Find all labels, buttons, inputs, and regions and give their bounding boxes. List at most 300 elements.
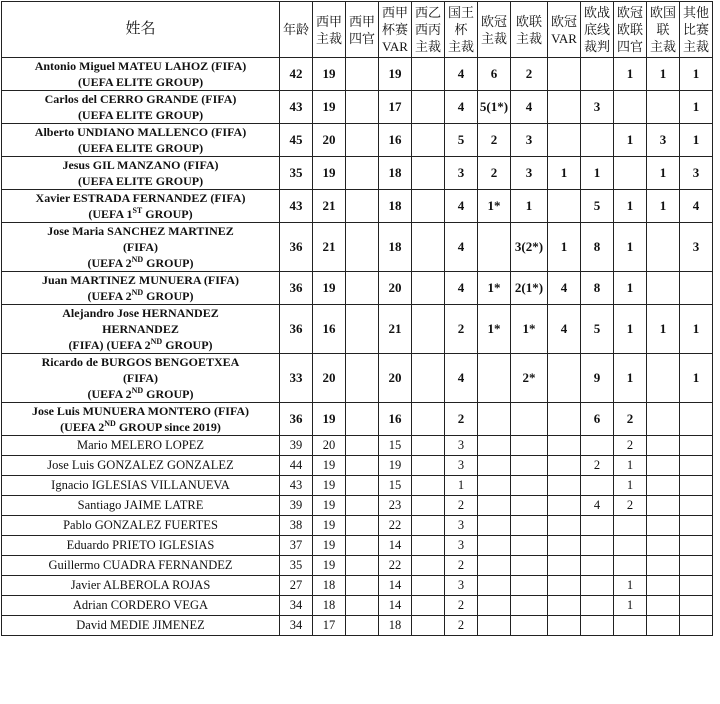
cell-seg-b [412,190,445,223]
header-line: 杯赛 [381,22,408,37]
cell-other-ref [680,456,713,476]
referee-name-cell [2,58,280,91]
cell-ucl-uel-4th: 1 [614,596,647,616]
cell-ucl-var [548,516,581,536]
cell-laliga-4th [346,91,379,124]
referee-name-cell [2,223,280,272]
cell-ucl-var: 4 [548,272,581,305]
cell-nations-ref [647,476,680,496]
cell-ucl-ref [478,436,511,456]
referee-name-cell [2,616,280,636]
cell-nations-ref: 1 [647,305,680,354]
cell-laliga-cup-var: 19 [379,456,412,476]
cell-kings-cup: 4 [445,58,478,91]
cell-seg-b [412,305,445,354]
cell-laliga-4th [346,536,379,556]
referee-name-cell [2,305,280,354]
cell-laliga-ref: 16 [313,305,346,354]
cell-ucl-var: 1 [548,157,581,190]
referee-name-cell [2,536,280,556]
cell-seg-b [412,616,445,636]
cell-ucl-uel-4th: 1 [614,223,647,272]
table-row [2,403,713,436]
table-row [2,516,713,536]
referee-name-line: Ignacio IGLESIAS VILLANUEVA [51,478,230,492]
cell-kings-cup: 2 [445,305,478,354]
cell-kings-cup: 5 [445,124,478,157]
cell-nations-ref [647,436,680,456]
cell-other-ref [680,556,713,576]
table-row [2,124,713,157]
cell-age: 43 [280,476,313,496]
column-header-ucl-uel-4th [614,2,647,58]
cell-laliga-cup-var: 18 [379,157,412,190]
cell-uel-ref [511,556,548,576]
table-row [2,436,713,456]
referee-name-line: Xavier ESTRADA FERNANDEZ (FIFA) [35,191,246,205]
referee-name-line: Eduardo PRIETO IGLESIAS [66,538,215,552]
referee-name-line: (UEFA 2ND GROUP since 2019) [60,419,221,434]
referee-name-line: (FIFA) [122,371,159,385]
referee-name-cell [2,456,280,476]
cell-laliga-cup-var: 19 [379,58,412,91]
referee-name-line: (UEFA ELITE GROUP) [77,108,204,122]
cell-other-ref [680,516,713,536]
table-row [2,223,713,272]
cell-ucl-ref [478,354,511,403]
referee-name-line: Jose Luis GONZALEZ GONZALEZ [47,458,234,472]
cell-ucl-var [548,496,581,516]
cell-uel-ref [511,596,548,616]
cell-ucl-uel-4th: 2 [614,436,647,456]
cell-ucl-ref [478,476,511,496]
cell-seg-b [412,91,445,124]
table-row [2,58,713,91]
cell-laliga-cup-var: 16 [379,403,412,436]
cell-euro-goalline [581,596,614,616]
referee-name-line: Antonio Miguel MATEU LAHOZ (FIFA) [34,59,247,73]
referee-name-line: Guillermo CUADRA FERNANDEZ [48,558,233,572]
cell-uel-ref [511,516,548,536]
cell-laliga-ref: 19 [313,91,346,124]
header-line: 主裁 [414,39,441,54]
referee-name-cell [2,272,280,305]
cell-euro-goalline: 5 [581,190,614,223]
cell-age: 34 [280,596,313,616]
cell-laliga-4th [346,223,379,272]
cell-uel-ref [511,616,548,636]
cell-ucl-var [548,476,581,496]
header-line: 西乙 [414,5,441,20]
cell-ucl-var [548,576,581,596]
referee-name-line: Carlos del CERRO GRANDE (FIFA) [44,92,237,106]
cell-ucl-ref: 2 [478,124,511,157]
cell-ucl-ref [478,496,511,516]
cell-ucl-uel-4th [614,616,647,636]
cell-ucl-uel-4th: 1 [614,456,647,476]
cell-other-ref [680,496,713,516]
referee-name-cell [2,124,280,157]
referee-name-line: (UEFA 2ND GROUP) [87,255,194,270]
cell-laliga-ref: 20 [313,124,346,157]
table-row [2,456,713,476]
cell-laliga-cup-var: 14 [379,536,412,556]
cell-ucl-uel-4th: 1 [614,476,647,496]
cell-kings-cup: 4 [445,91,478,124]
cell-euro-goalline: 6 [581,403,614,436]
referee-name-line: Jose Luis MUNUERA MONTERO (FIFA) [31,404,250,418]
cell-other-ref: 3 [680,157,713,190]
table-row [2,596,713,616]
referee-name-line: (UEFA 1ST GROUP) [88,206,193,221]
referee-name-line: Alberto UNDIANO MALLENCO (FIFA) [34,125,247,139]
cell-uel-ref: 3 [511,124,548,157]
header-line: 主裁 [447,39,474,54]
cell-laliga-ref: 19 [313,556,346,576]
header-line: 底线 [583,22,610,37]
cell-laliga-ref: 19 [313,456,346,476]
cell-laliga-ref: 21 [313,223,346,272]
cell-ucl-ref: 2 [478,157,511,190]
cell-ucl-ref [478,516,511,536]
cell-uel-ref: 2* [511,354,548,403]
cell-laliga-cup-var: 14 [379,596,412,616]
header-line: 欧冠 [616,5,643,20]
cell-euro-goalline [581,616,614,636]
cell-seg-b [412,157,445,190]
cell-laliga-ref: 21 [313,190,346,223]
referee-name-line: Alejandro Jose HERNANDEZ [62,306,219,320]
cell-ucl-var [548,124,581,157]
table-row [2,91,713,124]
cell-uel-ref [511,456,548,476]
header-line: 欧战 [583,5,610,20]
column-header-name [2,2,280,58]
cell-laliga-ref: 19 [313,272,346,305]
cell-nations-ref [647,556,680,576]
cell-laliga-ref: 19 [313,476,346,496]
cell-kings-cup: 2 [445,496,478,516]
cell-laliga-cup-var: 20 [379,272,412,305]
cell-nations-ref [647,516,680,536]
cell-laliga-ref: 20 [313,354,346,403]
header-line: 西甲 [348,13,375,29]
table-row [2,536,713,556]
header-line: 主裁 [649,39,676,54]
cell-laliga-cup-var: 22 [379,516,412,536]
referee-name-line: (UEFA 2ND GROUP) [87,288,194,303]
cell-euro-goalline: 2 [581,456,614,476]
cell-other-ref [680,476,713,496]
cell-uel-ref [511,576,548,596]
cell-ucl-ref: 6 [478,58,511,91]
header-line: VAR [551,30,577,46]
table-row [2,556,713,576]
cell-ucl-uel-4th [614,157,647,190]
cell-nations-ref: 1 [647,58,680,91]
cell-nations-ref [647,456,680,476]
referee-name-line: (UEFA ELITE GROUP) [77,75,204,89]
table-row [2,576,713,596]
cell-seg-b [412,58,445,91]
referee-name-cell [2,596,280,616]
cell-laliga-4th [346,157,379,190]
column-header-laliga-4th [346,2,379,58]
cell-laliga-4th [346,124,379,157]
cell-laliga-4th [346,436,379,456]
referee-name-cell [2,496,280,516]
cell-uel-ref: 2(1*) [511,272,548,305]
cell-nations-ref [647,223,680,272]
cell-laliga-4th [346,190,379,223]
cell-euro-goalline [581,436,614,456]
cell-laliga-4th [346,58,379,91]
cell-laliga-4th [346,476,379,496]
cell-nations-ref [647,496,680,516]
referee-name-cell [2,354,280,403]
cell-laliga-4th [346,496,379,516]
cell-euro-goalline [581,536,614,556]
cell-other-ref [680,616,713,636]
cell-age: 35 [280,157,313,190]
cell-ucl-ref [478,556,511,576]
cell-age: 42 [280,58,313,91]
cell-euro-goalline: 4 [581,496,614,516]
table-row [2,354,713,403]
cell-euro-goalline [581,576,614,596]
header-line: 国王 [447,5,474,20]
cell-ucl-ref: 1* [478,305,511,354]
table-row [2,305,713,354]
cell-ucl-uel-4th [614,536,647,556]
cell-laliga-ref: 19 [313,403,346,436]
cell-laliga-4th [346,616,379,636]
cell-nations-ref [647,91,680,124]
cell-uel-ref: 1 [511,190,548,223]
referee-name-line: Jesus GIL MANZANO (FIFA) [62,158,219,172]
cell-euro-goalline: 8 [581,272,614,305]
cell-nations-ref [647,272,680,305]
referee-name-line: (UEFA ELITE GROUP) [77,174,204,188]
cell-age: 36 [280,305,313,354]
cell-ucl-ref [478,536,511,556]
cell-uel-ref [511,403,548,436]
cell-nations-ref: 3 [647,124,680,157]
header-line: 比赛 [682,22,709,37]
cell-laliga-ref: 17 [313,616,346,636]
cell-kings-cup: 3 [445,516,478,536]
cell-ucl-var [548,456,581,476]
cell-euro-goalline [581,124,614,157]
cell-ucl-ref [478,616,511,636]
cell-seg-b [412,272,445,305]
cell-laliga-ref: 18 [313,576,346,596]
referee-name-cell [2,190,280,223]
referee-name-cell [2,516,280,536]
cell-seg-b [412,556,445,576]
cell-nations-ref: 1 [647,190,680,223]
cell-ucl-var [548,616,581,636]
cell-seg-b [412,596,445,616]
table-row [2,272,713,305]
cell-ucl-ref [478,223,511,272]
cell-laliga-4th [346,354,379,403]
cell-age: 45 [280,124,313,157]
cell-seg-b [412,536,445,556]
table-row [2,496,713,516]
cell-kings-cup: 2 [445,596,478,616]
cell-age: 43 [280,190,313,223]
cell-age: 36 [280,272,313,305]
cell-laliga-4th [346,272,379,305]
cell-other-ref [680,436,713,456]
cell-uel-ref [511,536,548,556]
cell-uel-ref [511,476,548,496]
cell-nations-ref [647,536,680,556]
cell-kings-cup: 2 [445,403,478,436]
referee-name-cell [2,556,280,576]
cell-seg-b [412,576,445,596]
cell-uel-ref: 4 [511,91,548,124]
column-header-seg-b [412,2,445,58]
referee-name-line: Adrian CORDERO VEGA [72,598,209,612]
column-header-age [280,2,313,58]
cell-age: 27 [280,576,313,596]
referee-name-cell [2,476,280,496]
referee-name-line: Ricardo de BURGOS BENGOETXEA [41,355,240,369]
cell-ucl-uel-4th [614,516,647,536]
cell-ucl-uel-4th: 2 [614,496,647,516]
column-header-other-ref [680,2,713,58]
cell-kings-cup: 3 [445,456,478,476]
cell-ucl-var [548,354,581,403]
cell-ucl-ref: 1* [478,272,511,305]
cell-laliga-cup-var: 18 [379,190,412,223]
cell-other-ref [680,403,713,436]
header-line: 其他 [682,5,709,20]
cell-age: 33 [280,354,313,403]
cell-kings-cup: 3 [445,436,478,456]
referee-name-line: David MEDIE JIMENEZ [76,618,205,632]
cell-ucl-uel-4th: 1 [614,305,647,354]
cell-ucl-uel-4th: 1 [614,124,647,157]
cell-nations-ref [647,576,680,596]
cell-laliga-cup-var: 14 [379,576,412,596]
cell-euro-goalline: 9 [581,354,614,403]
cell-ucl-uel-4th: 1 [614,190,647,223]
cell-kings-cup: 4 [445,223,478,272]
cell-kings-cup: 1 [445,476,478,496]
cell-laliga-cup-var: 15 [379,476,412,496]
header-line: 四官 [616,39,643,54]
cell-nations-ref [647,596,680,616]
header-line: 欧国 [649,5,676,20]
column-header-kings-cup [445,2,478,58]
header-line: 主裁 [480,30,507,46]
cell-ucl-uel-4th: 1 [614,272,647,305]
cell-ucl-var: 4 [548,305,581,354]
cell-laliga-ref: 19 [313,516,346,536]
table-row [2,476,713,496]
column-header-nations-ref [647,2,680,58]
cell-laliga-ref: 19 [313,157,346,190]
cell-age: 35 [280,556,313,576]
cell-age: 39 [280,436,313,456]
referee-name-line: (FIFA) [122,240,159,254]
referee-name-line: Jose Maria SANCHEZ MARTINEZ [47,224,234,238]
cell-ucl-uel-4th: 1 [614,354,647,403]
cell-other-ref: 3 [680,223,713,272]
cell-ucl-var [548,436,581,456]
cell-age: 39 [280,496,313,516]
cell-kings-cup: 3 [445,576,478,596]
referee-name-line: Javier ALBEROLA ROJAS [70,578,211,592]
cell-ucl-var [548,190,581,223]
cell-other-ref [680,576,713,596]
header-line: 杯 [454,22,468,37]
cell-other-ref [680,536,713,556]
header-line: 欧冠 [550,13,577,29]
cell-ucl-ref [478,403,511,436]
cell-uel-ref: 3(2*) [511,223,548,272]
header-line: 西甲 [315,13,342,29]
referee-name-line: Mario MELERO LOPEZ [76,438,205,452]
cell-laliga-4th [346,516,379,536]
column-header-uel-ref [511,2,548,58]
cell-age: 43 [280,91,313,124]
cell-seg-b [412,496,445,516]
cell-laliga-ref: 20 [313,436,346,456]
referee-name-line: HERNANDEZ [102,322,179,336]
cell-other-ref: 1 [680,124,713,157]
cell-euro-goalline [581,516,614,536]
referee-name-cell [2,403,280,436]
header-line: 四官 [348,30,375,46]
cell-euro-goalline: 8 [581,223,614,272]
cell-euro-goalline [581,556,614,576]
table-row [2,190,713,223]
cell-kings-cup: 2 [445,616,478,636]
header-line: 欧联 [616,22,643,37]
referee-name-cell [2,91,280,124]
cell-ucl-var [548,556,581,576]
cell-laliga-cup-var: 15 [379,436,412,456]
cell-age: 36 [280,403,313,436]
cell-laliga-4th [346,456,379,476]
cell-uel-ref: 3 [511,157,548,190]
cell-ucl-ref [478,576,511,596]
cell-seg-b [412,354,445,403]
cell-ucl-var [548,596,581,616]
cell-laliga-ref: 19 [313,536,346,556]
cell-other-ref: 1 [680,354,713,403]
cell-laliga-cup-var: 18 [379,616,412,636]
cell-ucl-uel-4th: 1 [614,576,647,596]
cell-ucl-ref: 5(1*) [478,91,511,124]
cell-other-ref: 1 [680,305,713,354]
cell-kings-cup: 4 [445,354,478,403]
header-line: 裁判 [583,39,610,54]
cell-ucl-var [548,403,581,436]
referee-name-cell [2,157,280,190]
cell-ucl-uel-4th: 1 [614,58,647,91]
cell-ucl-var: 1 [548,223,581,272]
cell-ucl-var [548,536,581,556]
cell-euro-goalline: 3 [581,91,614,124]
cell-kings-cup: 3 [445,157,478,190]
cell-laliga-4th [346,576,379,596]
referee-name-line: (UEFA 2ND GROUP) [87,386,194,401]
